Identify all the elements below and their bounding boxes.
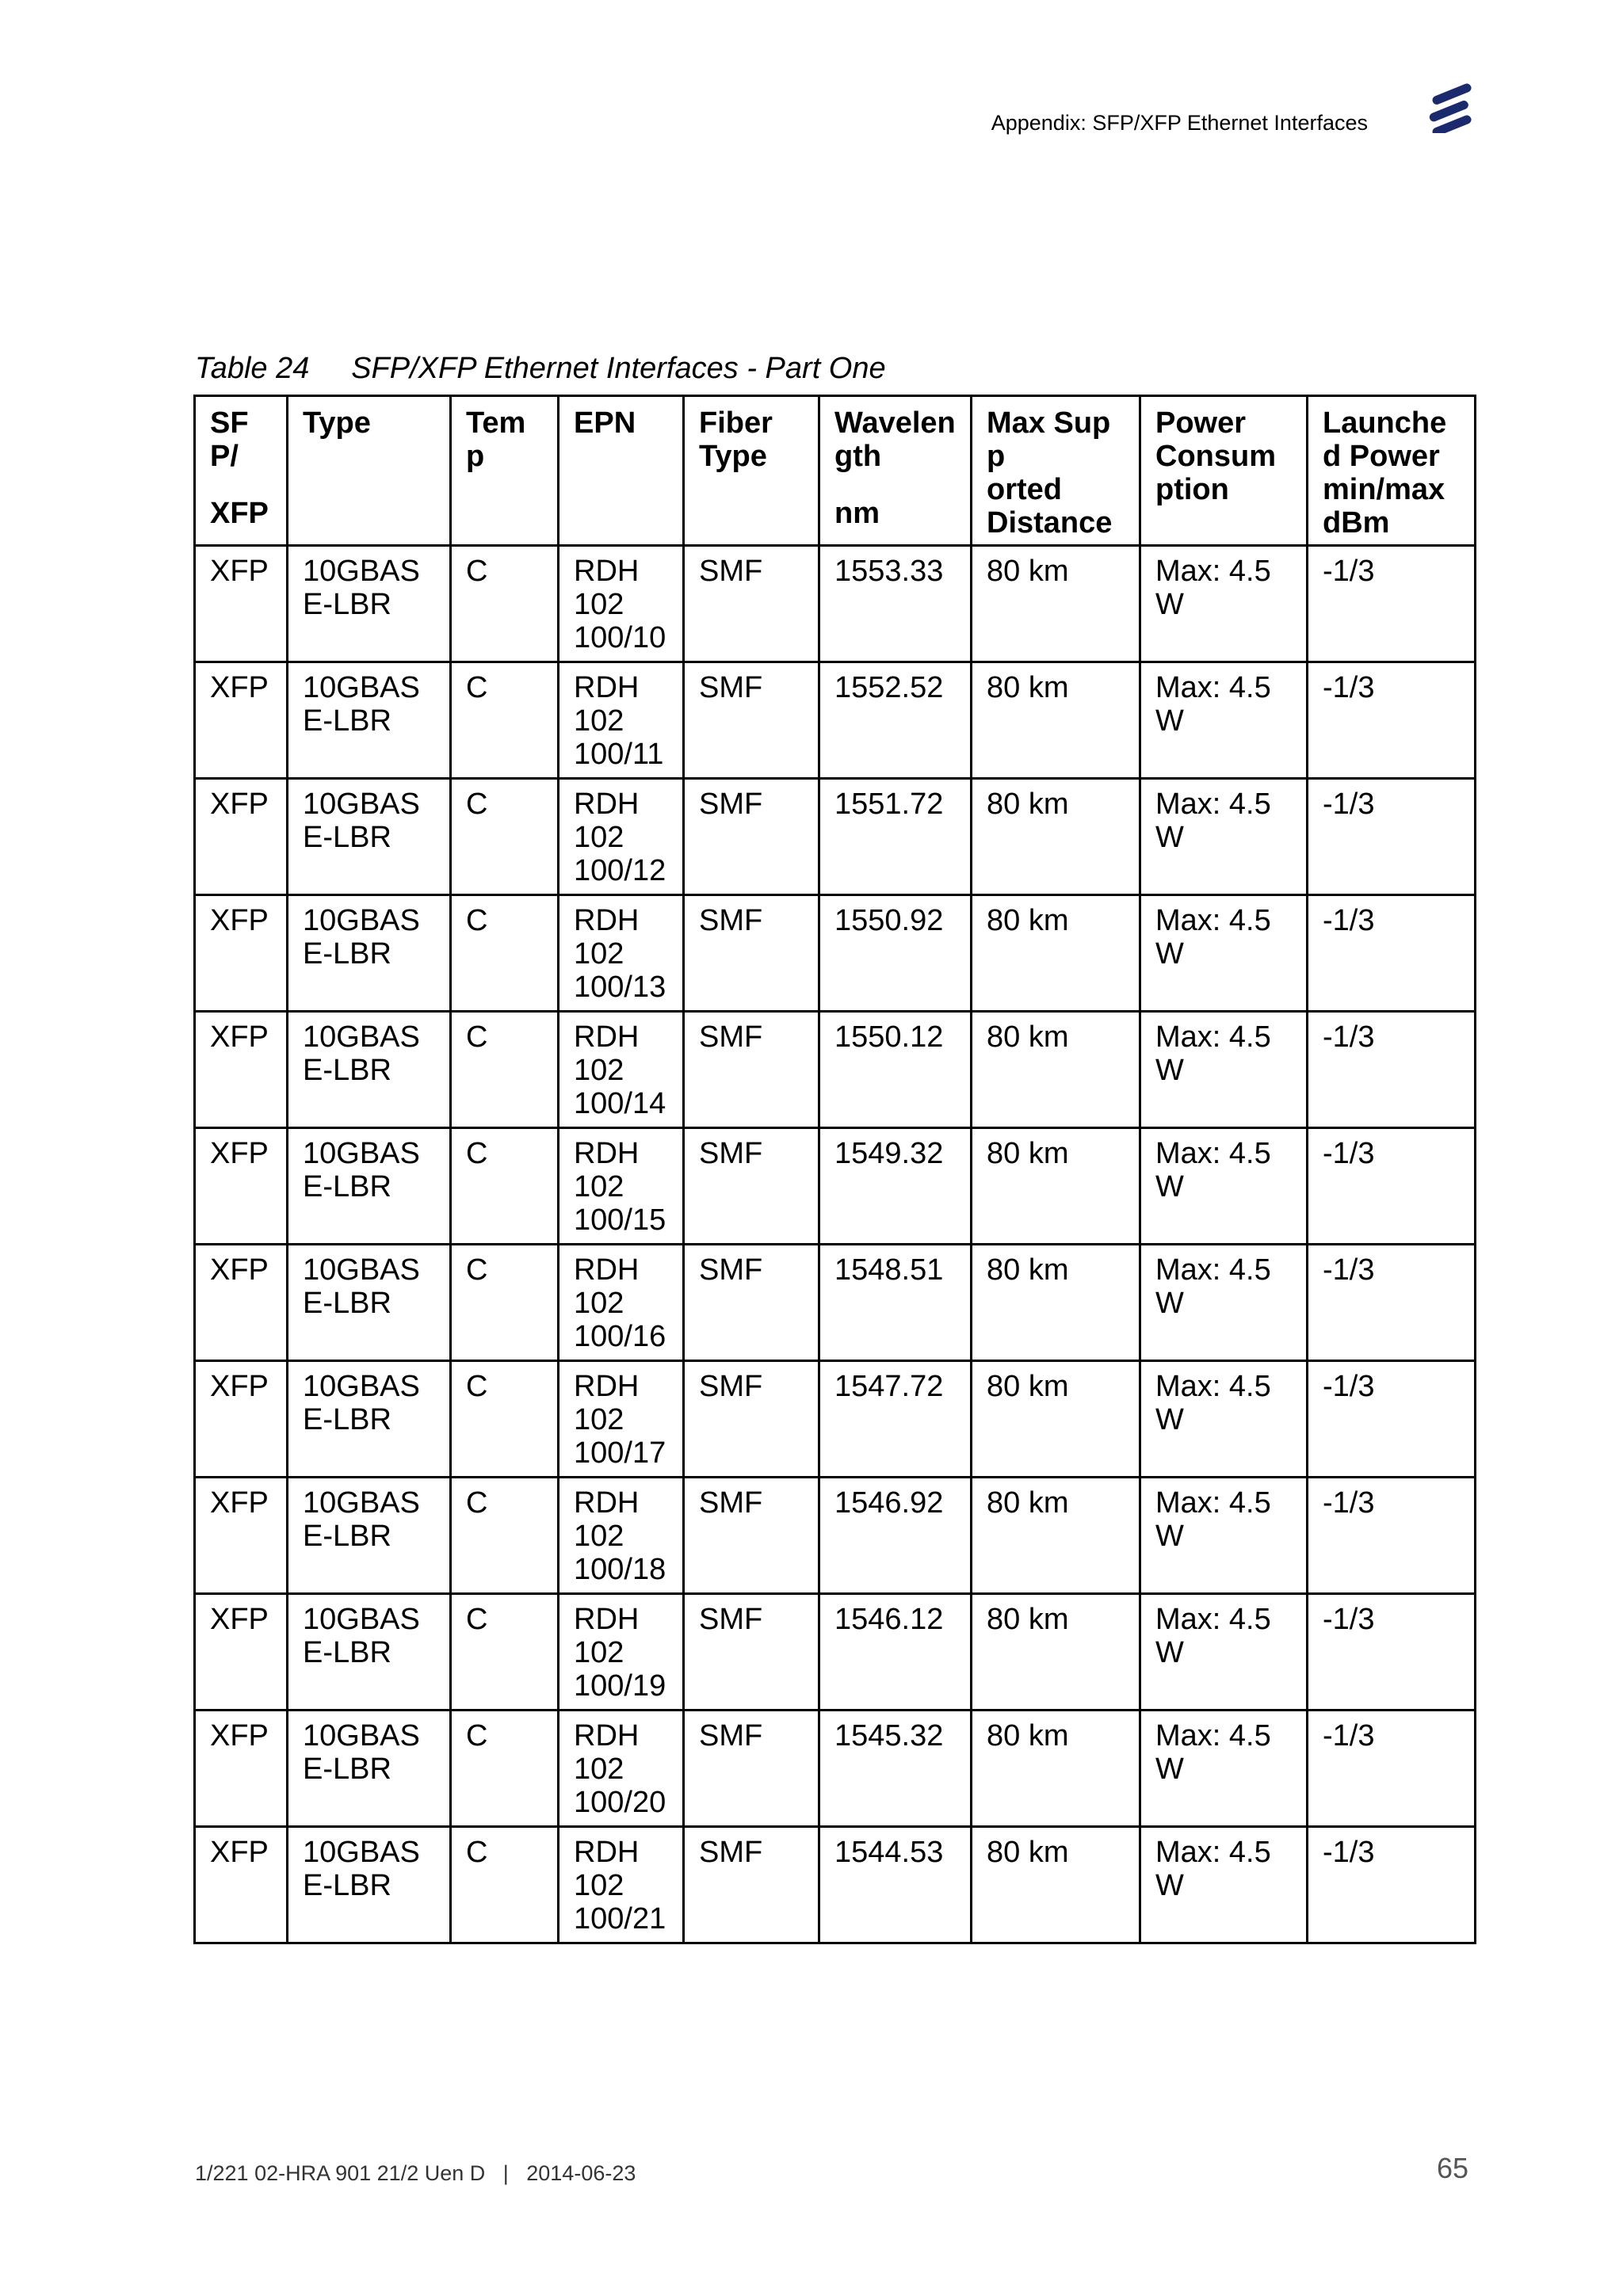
cell-line: 102 <box>574 1403 624 1436</box>
cell-line: RDH <box>574 904 640 937</box>
cell-type <box>288 1827 451 1943</box>
cell-line: E-LBR <box>303 1869 391 1902</box>
column-header-line: Fiber <box>699 406 773 440</box>
cell-distance: 80 km <box>972 1012 1140 1128</box>
cell-temp: C <box>451 1827 559 1943</box>
cell-line: W <box>1155 1869 1184 1902</box>
cell-type <box>288 1594 451 1711</box>
cell-line: W <box>1155 1636 1184 1669</box>
cell-type <box>288 779 451 895</box>
cell-line: 100/13 <box>574 971 666 1004</box>
cell-type <box>288 1711 451 1827</box>
cell-type <box>288 1478 451 1594</box>
column-header-line: ption <box>1155 473 1229 506</box>
cell-temp: C <box>451 1711 559 1827</box>
cell-line: 102 <box>574 1869 624 1902</box>
column-header-launched-power <box>1308 396 1476 546</box>
cell-line: E-LBR <box>303 1403 391 1436</box>
cell-launched: -1/3 <box>1308 1478 1476 1594</box>
cell-line: 100/11 <box>574 738 664 771</box>
cell-power <box>1140 895 1308 1012</box>
cell-line: 102 <box>574 588 624 621</box>
cell-sfp: XFP <box>195 546 288 662</box>
cell-line: 10GBAS <box>303 788 420 821</box>
cell-type <box>288 1012 451 1128</box>
cell-sfp: XFP <box>195 1245 288 1361</box>
cell-sfp: XFP <box>195 1128 288 1245</box>
cell-epn <box>559 1827 684 1943</box>
cell-line: W <box>1155 588 1184 621</box>
cell-epn <box>559 1128 684 1245</box>
cell-line: Max: 4.5 <box>1155 1253 1271 1287</box>
cell-fiber: SMF <box>684 895 819 1012</box>
cell-line: 100/21 <box>574 1902 666 1936</box>
cell-type <box>288 1361 451 1478</box>
column-header-line: SFP/ <box>210 406 249 473</box>
column-header-power-consumption <box>1140 396 1308 546</box>
cell-epn <box>559 895 684 1012</box>
cell-line: E-LBR <box>303 588 391 621</box>
cell-temp: C <box>451 546 559 662</box>
cell-line: 100/20 <box>574 1786 666 1819</box>
cell-line: 100/15 <box>574 1203 666 1237</box>
cell-temp: C <box>451 1128 559 1245</box>
cell-line: W <box>1155 1170 1184 1203</box>
cell-wavelength: 1548.51 <box>819 1245 972 1361</box>
cell-line: 102 <box>574 1054 624 1087</box>
cell-launched: -1/3 <box>1308 895 1476 1012</box>
document-reference: 1/221 02-HRA 901 21/2 Uen D | 2014-06-23 <box>195 2161 636 2185</box>
cell-temp: C <box>451 779 559 895</box>
cell-type <box>288 1245 451 1361</box>
column-header-line: Type <box>699 440 767 473</box>
table-row <box>195 1827 1476 1943</box>
cell-epn <box>559 1594 684 1711</box>
cell-line: E-LBR <box>303 704 391 738</box>
cell-temp: C <box>451 895 559 1012</box>
cell-power <box>1140 662 1308 779</box>
cell-fiber: SMF <box>684 1594 819 1711</box>
cell-line: 10GBAS <box>303 1603 420 1636</box>
cell-fiber: SMF <box>684 1128 819 1245</box>
cell-line: W <box>1155 937 1184 971</box>
cell-distance: 80 km <box>972 1361 1140 1478</box>
cell-line: 10GBAS <box>303 1486 420 1520</box>
cell-line: E-LBR <box>303 1287 391 1320</box>
cell-distance: 80 km <box>972 1711 1140 1827</box>
cell-wavelength: 1545.32 <box>819 1711 972 1827</box>
column-header-line: EPN <box>574 406 636 440</box>
cell-power <box>1140 1594 1308 1711</box>
cell-line: RDH <box>574 1370 640 1403</box>
column-header-line: dBm <box>1323 506 1390 540</box>
cell-distance: 80 km <box>972 895 1140 1012</box>
interfaces-table <box>193 395 1476 1944</box>
cell-sfp: XFP <box>195 662 288 779</box>
cell-epn <box>559 1478 684 1594</box>
cell-line: Max: 4.5 <box>1155 1137 1271 1170</box>
cell-distance: 80 km <box>972 1827 1140 1943</box>
cell-line: 10GBAS <box>303 1253 420 1287</box>
cell-type <box>288 1128 451 1245</box>
cell-line: RDH <box>574 1719 640 1753</box>
cell-line: 102 <box>574 1636 624 1669</box>
cell-fiber: SMF <box>684 546 819 662</box>
table-row <box>195 1361 1476 1478</box>
cell-fiber: SMF <box>684 779 819 895</box>
cell-line: Max: 4.5 <box>1155 671 1271 704</box>
cell-line: E-LBR <box>303 1636 391 1669</box>
cell-line: W <box>1155 1054 1184 1087</box>
cell-line: 100/18 <box>574 1553 666 1586</box>
cell-line: Max: 4.5 <box>1155 1719 1271 1753</box>
cell-epn <box>559 1361 684 1478</box>
table-row <box>195 779 1476 895</box>
cell-line: 102 <box>574 704 624 738</box>
cell-temp: C <box>451 662 559 779</box>
cell-sfp: XFP <box>195 779 288 895</box>
column-header-line: Distance <box>987 506 1113 540</box>
cell-line: Max: 4.5 <box>1155 904 1271 937</box>
cell-wavelength: 1550.92 <box>819 895 972 1012</box>
cell-line: RDH <box>574 555 640 588</box>
cell-line: E-LBR <box>303 1753 391 1786</box>
cell-sfp: XFP <box>195 1361 288 1478</box>
cell-line: RDH <box>574 1836 640 1869</box>
column-header-line: Consum <box>1155 440 1276 473</box>
table-row <box>195 1012 1476 1128</box>
column-header-line: Wavelen <box>834 406 956 440</box>
cell-line: W <box>1155 1287 1184 1320</box>
cell-power <box>1140 779 1308 895</box>
table-row <box>195 546 1476 662</box>
table-row <box>195 662 1476 779</box>
column-header-line: orted <box>987 473 1062 506</box>
column-header-line: Launche <box>1323 406 1447 440</box>
cell-line: 102 <box>574 1520 624 1553</box>
cell-launched: -1/3 <box>1308 1711 1476 1827</box>
cell-line: RDH <box>574 1137 640 1170</box>
cell-line: 10GBAS <box>303 1020 420 1054</box>
cell-sfp: XFP <box>195 1827 288 1943</box>
cell-line: 10GBAS <box>303 904 420 937</box>
cell-distance: 80 km <box>972 1594 1140 1711</box>
cell-power <box>1140 546 1308 662</box>
cell-wavelength: 1552.52 <box>819 662 972 779</box>
cell-temp: C <box>451 1361 559 1478</box>
cell-fiber: SMF <box>684 1012 819 1128</box>
cell-distance: 80 km <box>972 1128 1140 1245</box>
cell-line: 100/19 <box>574 1669 666 1703</box>
cell-line: 10GBAS <box>303 555 420 588</box>
cell-line: W <box>1155 704 1184 738</box>
cell-distance: 80 km <box>972 779 1140 895</box>
cell-line: Max: 4.5 <box>1155 788 1271 821</box>
table-caption <box>195 352 886 386</box>
cell-wavelength: 1547.72 <box>819 1361 972 1478</box>
cell-epn <box>559 779 684 895</box>
cell-launched: -1/3 <box>1308 1012 1476 1128</box>
table-row <box>195 1711 1476 1827</box>
cell-line: 100/17 <box>574 1436 666 1470</box>
table-body <box>195 546 1476 1943</box>
cell-epn <box>559 1711 684 1827</box>
cell-line: 102 <box>574 1170 624 1203</box>
cell-sfp: XFP <box>195 1711 288 1827</box>
table-row <box>195 1594 1476 1711</box>
cell-sfp: XFP <box>195 1594 288 1711</box>
cell-launched: -1/3 <box>1308 662 1476 779</box>
cell-epn <box>559 662 684 779</box>
cell-line: 10GBAS <box>303 1836 420 1869</box>
cell-line: W <box>1155 1753 1184 1786</box>
column-header-type <box>288 396 451 546</box>
cell-wavelength: 1551.72 <box>819 779 972 895</box>
cell-line: 10GBAS <box>303 671 420 704</box>
cell-wavelength: 1549.32 <box>819 1128 972 1245</box>
cell-line: RDH <box>574 788 640 821</box>
column-header-line: gth <box>834 440 882 473</box>
cell-line: Max: 4.5 <box>1155 555 1271 588</box>
cell-launched: -1/3 <box>1308 546 1476 662</box>
column-header-line: XFP <box>210 497 269 530</box>
column-header-fiber-type <box>684 396 819 546</box>
cell-launched: -1/3 <box>1308 1245 1476 1361</box>
cell-line: 100/12 <box>574 854 666 887</box>
column-header-max-distance <box>972 396 1140 546</box>
cell-type <box>288 546 451 662</box>
cell-line: Max: 4.5 <box>1155 1603 1271 1636</box>
cell-power <box>1140 1478 1308 1594</box>
cell-line: RDH <box>574 671 640 704</box>
cell-temp: C <box>451 1245 559 1361</box>
column-header-epn <box>559 396 684 546</box>
cell-launched: -1/3 <box>1308 779 1476 895</box>
column-header-line: Power <box>1155 406 1247 440</box>
cell-power <box>1140 1711 1308 1827</box>
cell-line: RDH <box>574 1603 640 1636</box>
table-header-row <box>195 396 1476 546</box>
table-row <box>195 895 1476 1012</box>
table-row <box>195 1478 1476 1594</box>
cell-epn <box>559 1245 684 1361</box>
cell-wavelength: 1550.12 <box>819 1012 972 1128</box>
cell-line: 10GBAS <box>303 1370 420 1403</box>
column-header-line: Max Supp <box>987 406 1111 473</box>
cell-line: E-LBR <box>303 1054 391 1087</box>
cell-wavelength: 1546.92 <box>819 1478 972 1594</box>
cell-sfp: XFP <box>195 1478 288 1594</box>
table-caption-label: Table 24 <box>195 352 310 385</box>
cell-line: 102 <box>574 1287 624 1320</box>
cell-power <box>1140 1827 1308 1943</box>
cell-line: 100/16 <box>574 1320 666 1353</box>
page-number: 65 <box>1436 2152 1468 2184</box>
cell-launched: -1/3 <box>1308 1594 1476 1711</box>
cell-line: 102 <box>574 821 624 854</box>
column-header-line: Type <box>303 406 371 440</box>
cell-line: Max: 4.5 <box>1155 1486 1271 1520</box>
cell-type <box>288 895 451 1012</box>
cell-line: E-LBR <box>303 1170 391 1203</box>
cell-line: W <box>1155 1520 1184 1553</box>
cell-fiber: SMF <box>684 1245 819 1361</box>
cell-fiber: SMF <box>684 1711 819 1827</box>
table-caption-text: SFP/XFP Ethernet Interfaces - Part One <box>351 352 886 385</box>
cell-line: E-LBR <box>303 1520 391 1553</box>
cell-launched: -1/3 <box>1308 1128 1476 1245</box>
cell-line: 10GBAS <box>303 1137 420 1170</box>
cell-line: Max: 4.5 <box>1155 1836 1271 1869</box>
column-header-line: nm <box>834 497 880 530</box>
cell-fiber: SMF <box>684 1478 819 1594</box>
cell-line: 102 <box>574 1753 624 1786</box>
cell-line: 100/10 <box>574 621 666 654</box>
table-row <box>195 1128 1476 1245</box>
cell-line: 102 <box>574 937 624 971</box>
cell-type <box>288 662 451 779</box>
cell-distance: 80 km <box>972 1478 1140 1594</box>
cell-distance: 80 km <box>972 546 1140 662</box>
column-header-line: Temp <box>466 406 526 473</box>
cell-distance: 80 km <box>972 1245 1140 1361</box>
column-header-line: min/max <box>1323 473 1445 506</box>
cell-power <box>1140 1128 1308 1245</box>
running-header: Appendix: SFP/XFP Ethernet Interfaces <box>991 111 1368 135</box>
table-row <box>195 1245 1476 1361</box>
cell-distance: 80 km <box>972 662 1140 779</box>
column-header-temp <box>451 396 559 546</box>
cell-power <box>1140 1012 1308 1128</box>
cell-power <box>1140 1361 1308 1478</box>
column-header-sfp-xfp <box>195 396 288 546</box>
cell-temp: C <box>451 1594 559 1711</box>
cell-wavelength: 1553.33 <box>819 546 972 662</box>
column-header-wavelength <box>819 396 972 546</box>
cell-line: RDH <box>574 1253 640 1287</box>
cell-line: Max: 4.5 <box>1155 1020 1271 1054</box>
cell-temp: C <box>451 1012 559 1128</box>
cell-sfp: XFP <box>195 895 288 1012</box>
cell-sfp: XFP <box>195 1012 288 1128</box>
cell-line: E-LBR <box>303 937 391 971</box>
cell-launched: -1/3 <box>1308 1827 1476 1943</box>
cell-temp: C <box>451 1478 559 1594</box>
cell-wavelength: 1546.12 <box>819 1594 972 1711</box>
cell-line: 100/14 <box>574 1087 666 1120</box>
cell-line: RDH <box>574 1486 640 1520</box>
cell-power <box>1140 1245 1308 1361</box>
column-header-line: d Power <box>1323 440 1440 473</box>
ericsson-logo-icon <box>1426 76 1474 133</box>
cell-line: W <box>1155 821 1184 854</box>
cell-line: E-LBR <box>303 821 391 854</box>
cell-fiber: SMF <box>684 662 819 779</box>
cell-line: RDH <box>574 1020 640 1054</box>
cell-wavelength: 1544.53 <box>819 1827 972 1943</box>
cell-line: W <box>1155 1403 1184 1436</box>
cell-line: 10GBAS <box>303 1719 420 1753</box>
cell-fiber: SMF <box>684 1361 819 1478</box>
cell-epn <box>559 546 684 662</box>
cell-line: Max: 4.5 <box>1155 1370 1271 1403</box>
cell-fiber: SMF <box>684 1827 819 1943</box>
cell-epn <box>559 1012 684 1128</box>
cell-launched: -1/3 <box>1308 1361 1476 1478</box>
